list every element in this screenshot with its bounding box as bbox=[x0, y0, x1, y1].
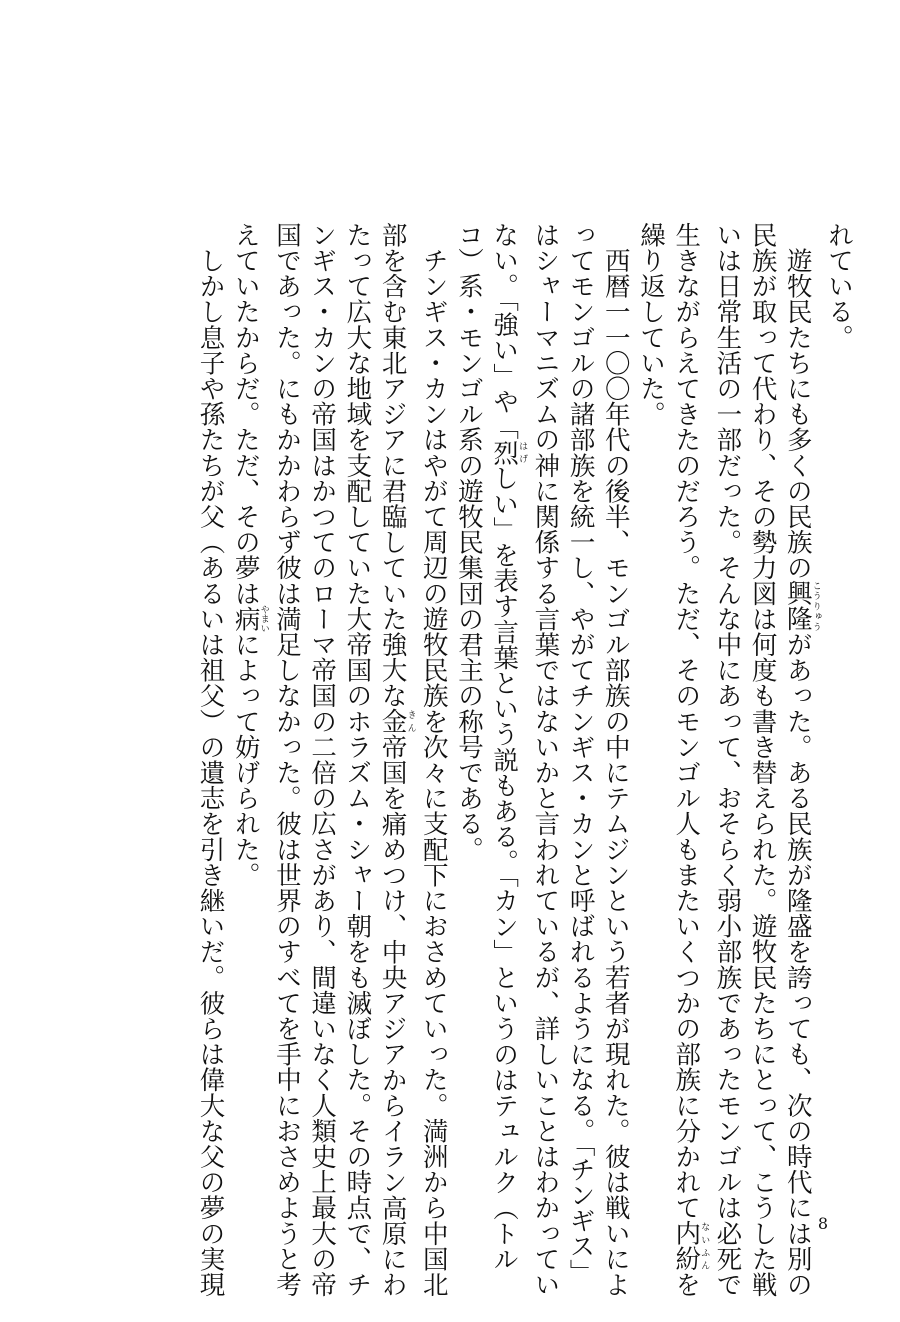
text-line: 繰り返していた。 bbox=[635, 222, 666, 427]
text-line: しかし息子や孫たちが父（あるいは祖父）の遺志を引き継いだ。彼らは偉大な父の夢の実現 bbox=[195, 222, 226, 1298]
text-line: 生きながらえてきたのだろう。ただ、そのモンゴル人もまたいくつかの部族に分かれて内紛ないふんを bbox=[671, 222, 710, 1298]
text-line: コ）系・モンゴル系の遊牧民集団の君主の称号である。 bbox=[453, 222, 484, 862]
text-line: ってモンゴルの諸部族を統一し、やがてチンギス・カンと呼ばれるようになる。「チンギス」 bbox=[565, 222, 596, 1285]
ruby-annotation: 烈はげ bbox=[489, 439, 528, 466]
text-line: れている。 bbox=[824, 222, 854, 350]
text-line: ンギス・カンの帝国はかつてのローマ帝国の二倍の広さがあり、間違いなく人類史上最大の帝 bbox=[307, 222, 338, 1298]
text-line: えていたからだ。ただ、その夢は病やまいによって妨げられた。 bbox=[230, 222, 269, 888]
text-line: たって広大な地域を支配していた大帝国のホラズム・シャー朝をも滅ぼした。その時点で、チ bbox=[342, 222, 373, 1298]
ruby-annotation: 病やまい bbox=[230, 605, 269, 633]
text-line: チンギス・カンはやがて周辺の遊牧民族を次々に支配下におさめていった。満洲から中国北 bbox=[418, 222, 449, 1298]
ruby-annotation: 興隆こうりゅう bbox=[782, 580, 821, 632]
body-text bbox=[192, 222, 856, 1298]
text-line: いは日常生活の一部だった。そんな中にあって、おそらく弱小部族であったモンゴルは必死で bbox=[712, 222, 743, 1298]
text-line: はシャーマニズムの神に関係する言葉ではないかと言われているが、詳しいことはわかってい bbox=[530, 222, 561, 1298]
text-line: 部を含む東北アジアに君臨していた強大な金きん帝国を痛めつけ、中央アジアからイラン高原にわ bbox=[377, 222, 416, 1298]
ruby-annotation: 金きん bbox=[377, 708, 416, 735]
text-line: 国であった。にもかかわらず彼は満足しなかった。彼は世界のすべてを手中におさめようと考 bbox=[271, 222, 302, 1298]
text-line: 西暦一一〇〇年代の後半、モンゴル部族の中にテムジンという若者が現れた。彼は戦いによ bbox=[600, 222, 631, 1298]
text-line: ない。「強い」や「烈はげしい」を表す言葉という説もある。「カン」というのはテュルク（トル bbox=[489, 222, 528, 1272]
text-line: 遊牧民たちにも多くの民族の興隆こうりゅうがあった。ある民族が隆盛を誇っても、次の時代には別の bbox=[782, 222, 821, 1298]
ruby-annotation: 内紛ないふん bbox=[671, 1220, 710, 1272]
text-line: 民族が取って代わり、その勢力図は何度も書き替えられた。遊牧民たちにとって、こうした戦 bbox=[747, 222, 778, 1298]
page-number: 8 bbox=[817, 1214, 828, 1233]
